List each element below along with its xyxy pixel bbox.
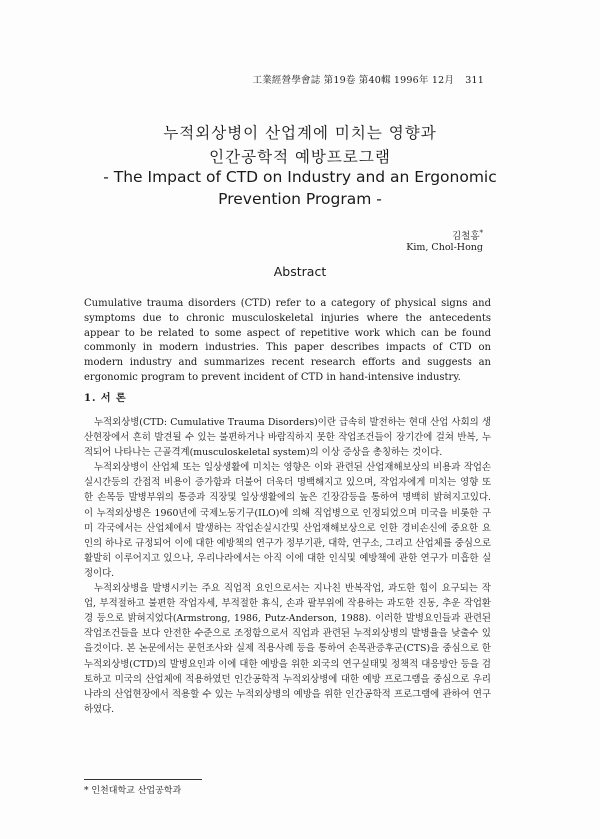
body-paragraph: 누적외상병을 발병시키는 주요 직업적 요인으로서는 지나친 반복작업, 과도한 힘이 요구되는 작업, 부적절하고 불편한 작업자세, 부적절한 휴식, 손과 팔부위에 작용하는 과도한 진동, 추운 작업환경 등으로 밝혀지었다(Armstrong, 1986, Putz-Anderson, 1988). 이러한 발병요인들과 관련된 작업조건들을 보다 안전한 수준으로 조정함으로서 직업과 관련된 누적외상병의 발병율을 낮출수 있을것이다. 본 논문에서는 문헌조사와 실제 적용사례 등을 통하여 손목관증후군(CTS)을 중심으로 한 누적외상병(CTD)의 발병요인과 이에 대한 예방을 위한 외국의 연구실태및 정책적 대응방안 등을 검토하고 미국의 산업체에 적용하였던 인간공학적 누적외상병에 대한 예방 프로그램을 중심으로 우리나라의 산업현장에서 적용할 수 있는 누적외상병의 예방을 위한 인간공학적 프로그램에 관하여 연구하였다. (84, 583, 491, 715)
journal-month: 12月 (431, 75, 455, 86)
author-korean (452, 228, 483, 242)
running-header (253, 72, 484, 86)
footnote-affiliation: * 인천대학교 산업공학과 (84, 786, 182, 796)
footnote-divider (84, 779, 202, 780)
title-korean-line-2: 인간공학적 예방프로그램 (209, 148, 391, 166)
journal-year: 1996年 (393, 75, 429, 86)
abstract-heading: Abstract (273, 264, 327, 279)
page-number: 311 (465, 75, 484, 86)
journal-volume: 第19卷 (323, 75, 356, 86)
author-affiliation-mark: * (479, 228, 483, 237)
title-korean-line-1: 누적외상병이 산업계에 미치는 영향과 (163, 124, 437, 142)
body-paragraph: 누적외상병이 산업체 또는 일상생활에 미치는 영향은 이와 관련된 산업재해보상의 비용과 작업손실시간등의 간접적 비용이 증가함과 더불어 더욱더 명백해지고 있으며, 작업자에게 미치는 영향 또한 손목등 발병부위의 통증과 직장및 일상생활에의 높은 긴장감등을 통하여 명백히 밝혀지고있다. 이 누적외상병은 1960년에 국제노동기구(ILO)에 의해 직업병으로 인정되었으며 미국을 비롯한 구미 각국에서는 산업체에서 발생하는 작업손실시간및 산업재해보상으로 인한 경비손신에 중요한 요인의 하나로 규정되어 이에 대한 예방책의 연구가 정부기관, 대학, 연구소, 그리고 산업체를 중심으로 활발히 이루어지고 있으나, 우리나라에서는 아직 이에 대한 인식및 예방책에 관한 연구가 미흡한 실정이다. (84, 462, 491, 579)
body-paragraph: 누적외상병(CTD: Cumulative Trauma Disorders)이란 급속히 발전하는 현대 산업 사회의 생산현장에서 흔히 발견될 수 있는 불편하거나 바람직하지 못한 작업조건들이 장기간에 걸쳐 반복, 누적되어 나타나는 근골격계(musculoskeletal system)의 이상 증상을 총칭하는 것이다. (84, 417, 491, 459)
journal-issue: 第40輯 (358, 75, 391, 86)
abstract-text: Cumulative trauma disorders (CTD) refer to a category of physical signs and symptoms due to chronic musculoskeletal injuries where the antecedents appear to be related to some aspect of repetitive work which can be found commonly in modern industries. This paper describes impacts of CTD on modern industry and summarizes recent research efforts and suggests an ergonomic program to prevent incident of CTD in hand-intensive industry. (84, 298, 491, 383)
title-english-line-1: - The Impact of CTD on Industry and an Ergonomic (103, 168, 497, 186)
title-english-line-2: Prevention Program - (218, 190, 382, 208)
introduction-body (84, 415, 491, 717)
author-english: Kim, Chol-Hong (406, 242, 483, 253)
journal-name: 工業經營學會誌 (252, 75, 321, 86)
author-korean-name: 김철홍 (451, 231, 480, 242)
section-heading-introduction: 1. 서 론 (84, 393, 127, 404)
